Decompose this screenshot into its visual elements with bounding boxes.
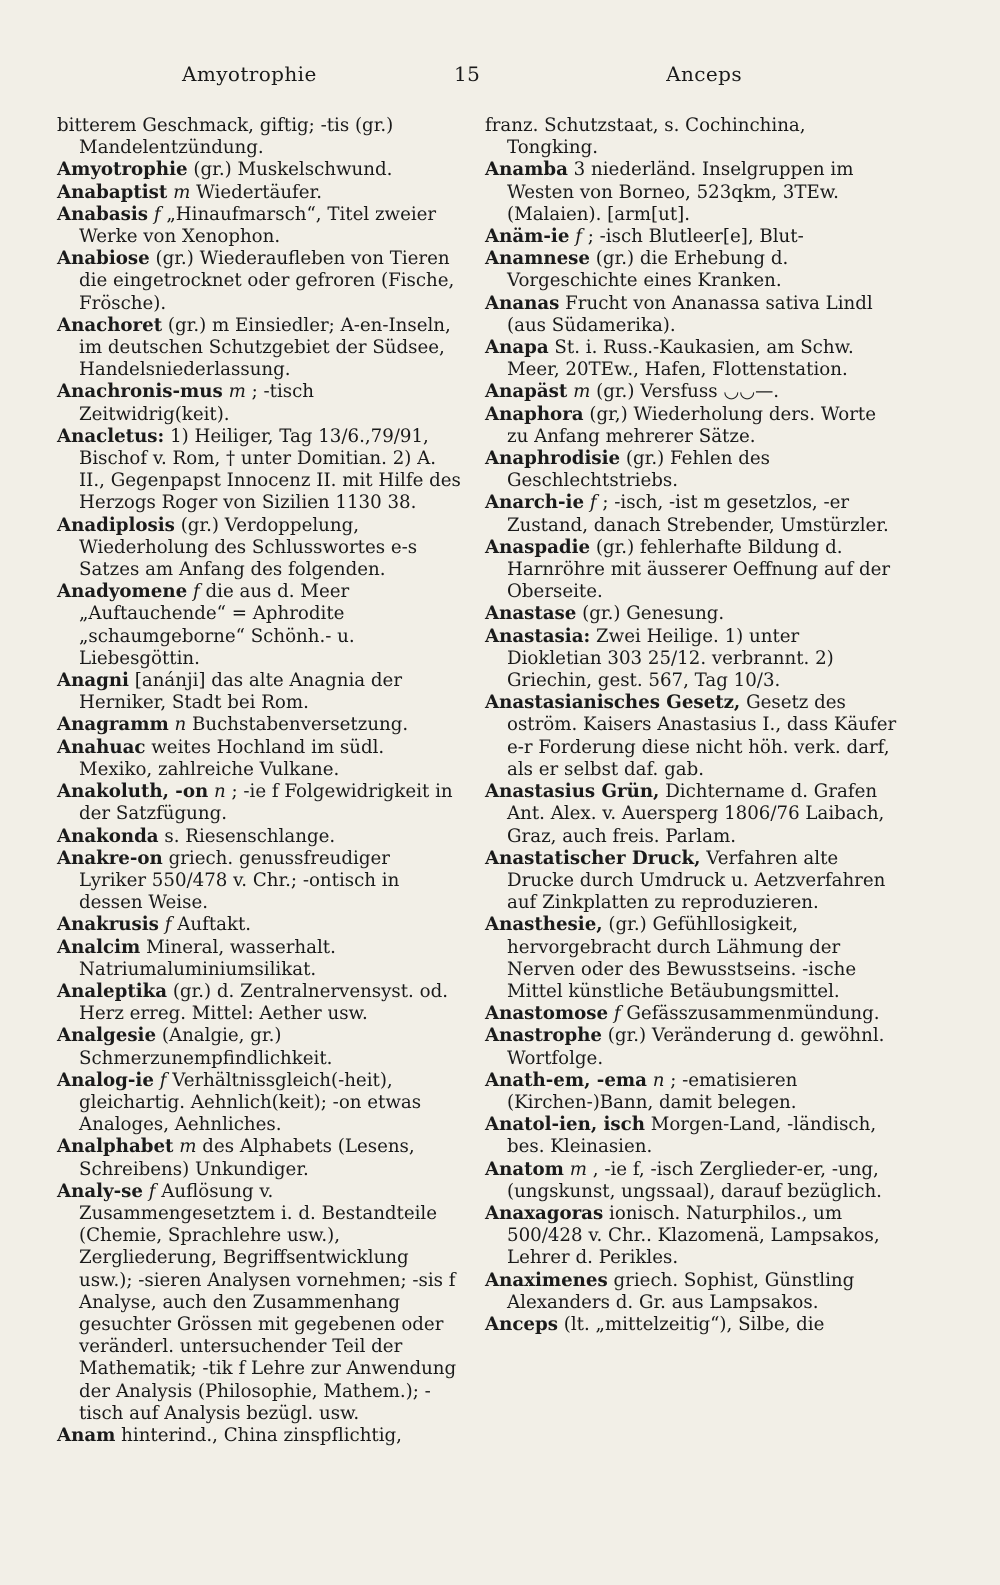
dictionary-entry [57, 714, 462, 736]
entry-headword: Anastasianisches Gesetz, [485, 692, 741, 714]
entry-definition: (Analgie, gr.) Schmerzunempfindlichkeit. [79, 1025, 333, 1069]
entry-headword: Anam [57, 1424, 116, 1446]
entry-definition: St. i. Russ.-Kaukasien, am Schw. Meer, 20TEw., Hafen, Flottenstation. [507, 337, 854, 381]
entry-definition: „Hinaufmarsch“, Titel zweier Werke von Xenophon. [79, 203, 437, 248]
dictionary-entry [485, 1314, 897, 1336]
entry-gender: m [569, 1158, 587, 1180]
dictionary-entry [485, 492, 897, 536]
dictionary-entry [57, 670, 462, 714]
entry-definition: (gr.) m Einsiedler; A-en-Inseln, im deutschen Schutzgebiet der Südsee, Handelsniederlassung. [79, 314, 451, 381]
entry-headword: Anaximenes [485, 1269, 608, 1291]
entry-gender: m [573, 381, 591, 403]
entry-headword: Anastrophe [485, 1025, 602, 1047]
entry-definition: ionisch. Naturphilos., um 500/428 v. Chr.. Klazomenä, Lampsakos, Lehrer d. Perikles. [507, 1202, 880, 1269]
entry-headword: Anakoluth, -on [57, 781, 209, 803]
entry-definition: hinterind., China zinspflichtig, [121, 1424, 402, 1446]
entry-headword: Anaphrodisie [485, 448, 621, 470]
entry-definition: 3 niederländ. Inselgruppen im Westen von Borneo, 523qkm, 3TEw. (Malaien). [arm[ut]. [507, 159, 854, 225]
dictionary-entry [485, 337, 897, 381]
entry-definition: des Alphabets (Lesens, Schreibens) Unkundiger. [79, 1136, 415, 1180]
entry-definition: griech. Sophist, Günstling Alexanders d. Gr. aus Lampsakos. [507, 1269, 855, 1313]
entry-definition: Mineral, wasserhalt. Natriumaluminiumsilikat. [79, 936, 336, 980]
dictionary-entry [485, 448, 897, 492]
entry-headword: Anastase [485, 603, 577, 625]
page-number: 15 [454, 62, 481, 86]
entry-definition: ; -ie f Folgewidrigkeit in der Satzfügung. [79, 781, 453, 825]
entry-definition: Dichtername d. Grafen Ant. Alex. v. Auersperg 1806/76 Laibach, Graz, auch freis. Parlam. [507, 781, 885, 847]
entry-headword: Ananas [485, 292, 560, 314]
entry-headword: Anacletus: [57, 425, 165, 447]
entry-headword: Anachronis-mus [57, 381, 223, 403]
entry-definition: Zwei Heilige. 1) unter Diokletian 303 25/12. verbrannt. 2) Griechin, gest. 567, Tag 10/3. [507, 625, 834, 692]
entry-definition: Gesetz des oström. Kaisers Anastasius I., dass Käufer e-r Forderung diese nicht höh. verk. darf, als er selbst daf. gab. [507, 692, 897, 780]
dictionary-entry [57, 426, 462, 515]
entry-gender: m [173, 181, 191, 203]
entry-definition: [anánji] das alte Anagnia der Herniker, Stadt bei Rom. [79, 670, 403, 714]
entry-headword: Anakonda [57, 825, 159, 847]
dictionary-entry [57, 848, 462, 915]
dictionary-entry [57, 826, 462, 848]
entry-headword: Analgesie [57, 1025, 157, 1047]
entry-headword: Anäm-ie [485, 226, 570, 248]
dictionary-entry [485, 692, 897, 781]
entry-definition: ; -isch Blutleer[e], Blut- [587, 226, 804, 248]
dictionary-entry [485, 781, 897, 848]
dictionary-entry [57, 937, 462, 981]
entry-headword: Anaphora [485, 403, 584, 425]
dictionary-entry [57, 781, 462, 825]
running-header [170, 62, 742, 92]
left-column [57, 115, 462, 1447]
entry-gender: f [613, 1003, 621, 1025]
dictionary-entry [485, 248, 897, 292]
dictionary-entry [57, 1070, 462, 1137]
entry-definition: (gr.) fehlerhafte Bildung d. Harnröhre mit äusserer Oeffnung auf der Oberseite. [507, 536, 891, 603]
entry-gender: f [159, 1069, 167, 1091]
dictionary-entry [485, 1114, 897, 1158]
dictionary-entry [57, 914, 462, 936]
dictionary-entry [57, 381, 462, 425]
dictionary-entry [57, 159, 462, 181]
dictionary-entry [57, 1425, 462, 1447]
entry-headword: Anakre-on [57, 847, 163, 869]
dictionary-entry [57, 981, 462, 1025]
entry-definition: (lt. „mittelzeitig“), Silbe, die [563, 1313, 825, 1335]
entry-definition: franz. Schutzstaat, s. Cochinchina, Tongking. [485, 115, 806, 159]
entry-headword: Analeptika [57, 980, 168, 1002]
entry-headword: Anaxagoras [485, 1202, 604, 1224]
dictionary-entry [485, 1270, 897, 1314]
entry-definition: (gr.) Versfuss ◡◡—. [596, 381, 780, 403]
entry-headword: Anagni [57, 670, 129, 692]
dictionary-entry [485, 381, 897, 403]
dictionary-entry [485, 1159, 897, 1203]
entry-headword: Anachoret [57, 314, 163, 336]
entry-definition: (gr.) Veränderung d. gewöhnl. Wortfolge. [507, 1025, 885, 1069]
entry-definition: ; -isch, -ist m gesetzlos, -er Zustand, danach Strebender, Umstürzler. [507, 492, 889, 536]
entry-headword: Anatol-ien, isch [485, 1114, 645, 1136]
entry-headword: Anabaptist [57, 181, 168, 203]
dictionary-entry [485, 226, 897, 248]
entry-definition: ; -tisch Zeitwidrig(keit). [79, 381, 315, 425]
entry-definition: Morgen-Land, -ländisch, bes. Kleinasien. [507, 1114, 877, 1158]
entry-headword: Anastasius Grün, [485, 781, 660, 803]
entry-definition: die aus d. Meer „Auftauchende“ = Aphrodite „schaumgeborne“ Schönh.- u. Liebesgöttin. [79, 581, 355, 669]
entry-definition: Auftakt. [177, 914, 252, 936]
entry-headword: Anahuac [57, 736, 146, 758]
dictionary-entry [485, 848, 897, 915]
entry-definition: , -ie f, -isch Zerglieder-er, -ung, (ungskunst, ungssaal), darauf bezüglich. [507, 1158, 882, 1202]
dictionary-entry [57, 1136, 462, 1180]
entry-headword: Anapa [485, 337, 549, 359]
entry-headword: Analphabet [57, 1136, 174, 1158]
entry-definition: (gr.) Fehlen des Geschlechtstriebs. [507, 448, 770, 492]
entry-gender: n [174, 714, 187, 736]
dictionary-entry [485, 914, 897, 1003]
entry-definition: (gr.) Genesung. [582, 603, 725, 625]
entry-definition: Verfahren alte Drucke durch Umdruck u. Aetzverfahren auf Zinkplatten zu reproduzieren. [507, 847, 886, 914]
entry-headword: Anastatischer Druck, [485, 847, 701, 869]
entry-definition: Frucht von Ananassa sativa Lindl (aus Südamerika). [507, 292, 873, 336]
entry-gender: f [589, 492, 597, 514]
entry-headword: Anceps [485, 1313, 558, 1335]
entry-definition: (gr,) Wiederholung ders. Worte zu Anfang mehrerer Sätze. [507, 403, 877, 447]
header-last-word: Anceps [666, 62, 742, 86]
entry-definition: (gr.) d. Zentralnervensyst. od. Herz erreg. Mittel: Aether usw. [79, 980, 448, 1025]
entry-headword: Anastasia: [485, 625, 591, 647]
dictionary-entry [57, 1181, 462, 1425]
entry-definition: (gr.) Gefühllosigkeit, hervorgebracht durch Lähmung der Nerven oder des Bewusstseins. -ische Mittel künstliche Betäubungsmittel. [507, 914, 857, 1002]
entry-headword: Anapäst [485, 381, 568, 403]
entry-gender: f [192, 581, 200, 603]
entry-headword: Analy-se [57, 1180, 143, 1202]
dictionary-entry [57, 248, 462, 315]
entry-gender: n [213, 781, 226, 803]
entry-definition: (gr.) Wiederaufleben von Tieren die eingetrocknet oder gefroren (Fische, Frösche). [79, 248, 455, 314]
entry-definition: griech. genussfreudiger Lyriker 550/478 v. Chr.; -ontisch in dessen Weise. [79, 847, 400, 914]
dictionary-entry [57, 115, 462, 159]
dictionary-entry [485, 404, 897, 448]
entry-headword: Anastomose [485, 1003, 609, 1025]
entry-headword: Anasthesie, [485, 914, 603, 936]
entry-headword: Anath-em, -ema [485, 1069, 647, 1091]
entry-definition: (gr.) die Erhebung d. Vorgeschichte eines Kranken. [507, 248, 789, 292]
dictionary-entry [485, 626, 897, 693]
entry-gender: m [179, 1136, 197, 1158]
entry-headword: Anakrusis [57, 914, 159, 936]
dictionary-entry [485, 293, 897, 337]
entry-headword: Anagramm [57, 714, 169, 736]
dictionary-entry [57, 737, 462, 781]
entry-gender: m [228, 381, 246, 403]
entry-gender: f [153, 203, 161, 225]
dictionary-entry [485, 159, 897, 226]
entry-definition: ; -ematisieren (Kirchen-)Bann, damit belegen. [507, 1069, 798, 1113]
entry-gender: f [575, 226, 582, 248]
dictionary-entry [485, 115, 897, 159]
entry-gender: f [164, 914, 172, 936]
dictionary-entry [57, 515, 462, 582]
entry-headword: Anaspadie [485, 536, 591, 558]
dictionary-entry [485, 537, 897, 604]
entry-headword: Anamnese [485, 248, 590, 270]
entry-gender: n [652, 1069, 665, 1091]
dictionary-entry [57, 204, 462, 248]
entry-definition: (gr.) Muskelschwund. [193, 159, 393, 181]
dictionary-entry [485, 1025, 897, 1069]
entry-definition: (gr.) Verdoppelung, Wiederholung des Schlusswortes e-s Satzes am Anfang des folgenden. [79, 514, 418, 581]
dictionary-entry [57, 1025, 462, 1069]
entry-headword: Anadiplosis [57, 514, 175, 536]
entry-definition: Auflösung v. Zusammengesetztem i. d. Bestandteile (Chemie, Sprachlehre usw.), Zergliederung, Begriffsentwicklung usw.); -sieren Analysen vornehmen; -sis f Analyse, auch den Zusammenhang gesuchter Grössen mit gegebenen oder veränderl. untersuchender Teil der Mathematik; -tik f Lehre zur Anwendung der Analysis (Philosophie, Mathem.); -tisch auf Analysis bezügl. usw. [79, 1180, 457, 1424]
entry-definition: Wiedertäufer. [196, 181, 323, 203]
entry-definition: weites Hochland im südl. Mexiko, zahlreiche Vulkane. [79, 736, 385, 780]
entry-definition: bitterem Geschmack, giftig; -tis (gr.) Mandelentzündung. [57, 115, 394, 159]
entry-definition: Verhältnissgleich(-heit), gleichartig. Aehnlich(keit); -on etwas Analoges, Aehnliches. [79, 1069, 422, 1136]
entry-definition: 1) Heiliger, Tag 13/6.,79/91, Bischof v. Rom, † unter Domitian. 2) A. II., Gegenpapst Innocenz II. mit Hilfe des Herzogs Roger von Sizilien 1130 38. [79, 425, 461, 514]
entry-headword: Analog-ie [57, 1069, 154, 1091]
dictionary-entry [485, 1070, 897, 1114]
dictionary-entry [57, 315, 462, 382]
dictionary-entry [57, 581, 462, 670]
entry-definition: Buchstabenversetzung. [192, 714, 409, 736]
entry-definition: s. Riesenschlange. [164, 825, 336, 847]
entry-headword: Anabasis [57, 203, 149, 225]
right-column [485, 115, 897, 1336]
entry-headword: Amyotrophie [57, 159, 188, 181]
header-first-word: Amyotrophie [182, 62, 317, 86]
entry-headword: Anatom [485, 1158, 564, 1180]
entry-headword: Anarch-ie [485, 492, 585, 514]
dictionary-entry [485, 1203, 897, 1270]
entry-gender: f [148, 1180, 156, 1202]
entry-headword: Analcim [57, 936, 141, 958]
entry-headword: Anabiose [57, 248, 150, 270]
entry-headword: Anamba [485, 159, 568, 181]
entry-headword: Anadyomene [57, 581, 188, 603]
entry-definition: Gefässzusammenmündung. [626, 1003, 880, 1025]
dictionary-entry [485, 603, 897, 625]
dictionary-entry [57, 182, 462, 204]
dictionary-entry [485, 1003, 897, 1025]
